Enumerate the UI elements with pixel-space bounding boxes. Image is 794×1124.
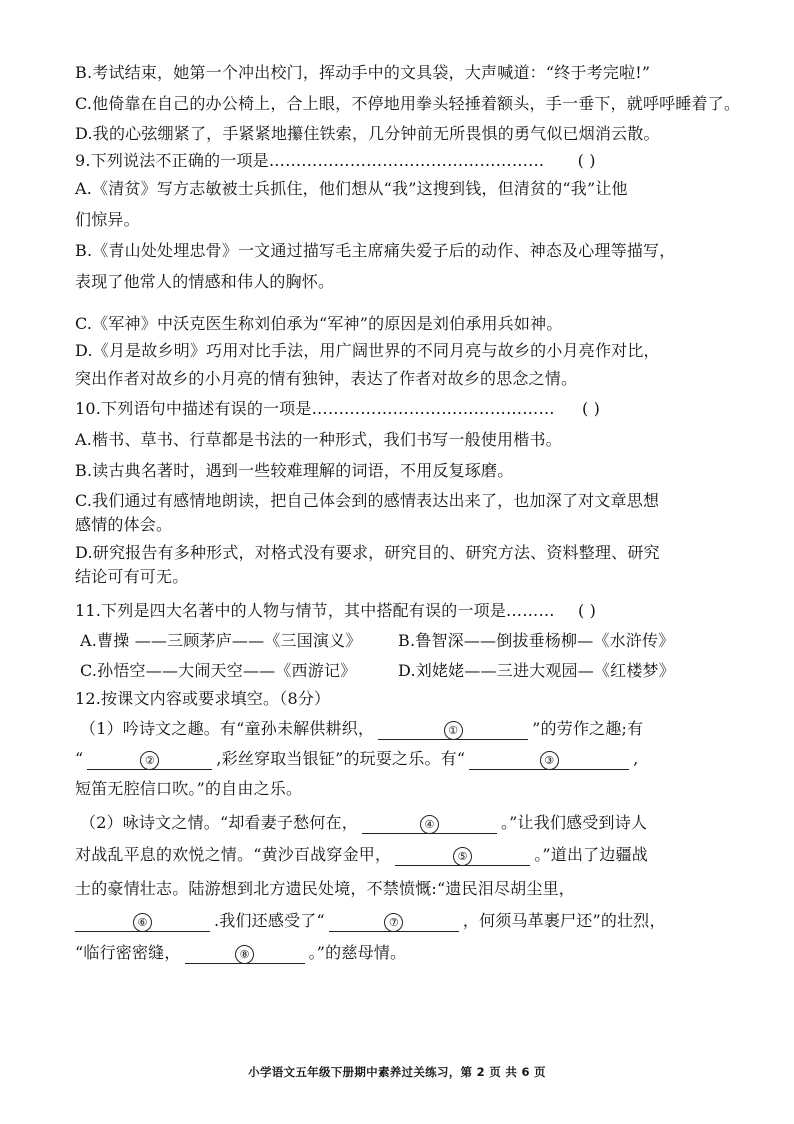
- q9-option-c: C.《军神》中沃克医生称刘伯承为“军神”的原因是刘伯承用兵如神。: [75, 314, 563, 333]
- q12-stem: 12.按课文内容或要求填空。（8分）: [75, 689, 331, 708]
- q11-option-b: B.鲁智深——倒拔垂杨柳—《水浒传》: [398, 631, 675, 650]
- q10-option-c-line2: 感情的体会。: [75, 515, 173, 534]
- q12-part2-text-b: 。”让我们感受到诗人: [500, 813, 648, 832]
- fill-blank-1[interactable]: [378, 719, 528, 740]
- q8-option-b: B.考试结束，她第一个冲出校门，挥动手中的文具袋，大声喊道：“终于考完啦!”: [75, 63, 651, 82]
- q12-part2-text-h: “临行密密缝，: [75, 943, 181, 962]
- q12-part2-text-f: .我们还感受了“: [214, 911, 325, 930]
- q10-option-b: B.读古典名著时，遇到一些较难理解的词语，不用反复琢磨。: [75, 461, 514, 480]
- q12-part1-text-c: “: [75, 749, 84, 768]
- q12-part2-line2: [75, 844, 648, 866]
- q9-option-a-line1: A.《清贫》写方志敏被士兵抓住，他们想从“我”这搜到钱，但清贫的“我”让他: [75, 179, 628, 198]
- blank-number-2: ②: [140, 751, 159, 770]
- q12-part2-text-a: （2）咏诗文之情。“却看妻子愁何在，: [80, 813, 358, 832]
- q10-stem-row: [75, 398, 600, 420]
- q9-option-a-line2: 们惊异。: [75, 210, 140, 229]
- q9-stem-row: [75, 150, 596, 172]
- q12-part1-text-d: ,彩丝穿取当银钲”的玩耍之乐。有“: [216, 749, 466, 768]
- q8-option-c: C.他倚靠在自己的办公椅上，合上眼，不停地用拳头轻捶着额头，手一垂下，就呼呼睡着了。: [75, 94, 741, 113]
- q12-part2-line4: [75, 910, 666, 932]
- fill-blank-2[interactable]: [87, 749, 212, 770]
- q9-option-b-line2: 表现了他常人的情感和伟人的胸怀。: [75, 272, 335, 291]
- q12-part2-text-g: ，何须马革裹尸还”的壮烈，: [462, 911, 666, 930]
- q12-part2-text-c: 对战乱平息的欢悦之情。“黄沙百战穿金甲，: [75, 845, 392, 864]
- fill-blank-7[interactable]: [329, 911, 459, 932]
- q12-part1-text-a: （1）吟诗文之趣。有“童孙未解供耕织，: [80, 719, 375, 738]
- q10-option-d-line2: 结论可有可无。: [75, 567, 189, 586]
- q11-option-d: D.刘姥姥——三进大观园—《红楼梦》: [398, 661, 675, 680]
- q12-part1-text-b: ”的劳作之趣;有: [532, 719, 644, 738]
- q11-answer-paren: ( ): [577, 601, 597, 620]
- blank-number-3: ③: [540, 751, 559, 770]
- q8-option-d: D.我的心弦绷紧了，手紧紧地攥住铁索，几分钟前无所畏惧的勇气似已烟消云散。: [75, 124, 660, 143]
- fill-blank-5[interactable]: [395, 845, 530, 866]
- blank-number-4: ④: [420, 815, 439, 834]
- q11-options-row-1: [80, 630, 674, 652]
- q12-part2-text-d: 。”道出了边疆战: [534, 845, 648, 864]
- q9-stem: 9.下列说法不正确的一项是……………………………………………: [75, 151, 545, 170]
- q9-answer-paren: ( ): [577, 151, 596, 170]
- blank-number-5: ⑤: [453, 847, 472, 866]
- q12-part1-line2: [75, 748, 639, 770]
- q10-option-c-line1: C.我们通过有感情地朗读，把自己体会到的感情表达出来了，也加深了对文章思想: [75, 491, 660, 510]
- q10-option-a: A.楷书、草书、行草都是书法的一种形式，我们书写一般使用楷书。: [75, 430, 562, 449]
- q12-part1-text-e: ,: [633, 749, 639, 768]
- q9-option-d-line1: D.《月是故乡明》巧用对比手法，用广阔世界的不同月亮与故乡的小月亮作对比，: [75, 341, 660, 360]
- q12-part2-line1: [80, 812, 647, 834]
- fill-blank-4[interactable]: [362, 813, 497, 834]
- q9-option-d-line2: 突出作者对故乡的小月亮的情有独钟，表达了作者对故乡的思念之情。: [75, 369, 578, 388]
- q10-answer-paren: ( ): [581, 399, 601, 418]
- fill-blank-8[interactable]: [185, 943, 305, 964]
- fill-blank-3[interactable]: [469, 749, 629, 770]
- page-footer: 小学语文五年级下册期中素养过关练习，第 2 页 共 6 页: [248, 1065, 546, 1079]
- q12-part2-text-i: 。”的慈母情。: [308, 943, 407, 962]
- blank-number-1: ①: [444, 721, 463, 740]
- q10-stem: 10.下列语句中描述有误的一项是………………………………………: [75, 399, 555, 418]
- q10-option-d-line1: D.研究报告有多种形式，对格式没有要求，研究目的、研究方法、资料整理、研究: [75, 543, 660, 562]
- q12-part2-line5: [75, 942, 406, 964]
- q11-option-a: A.曹操 ——三顾茅庐——《三国演义》: [80, 631, 362, 650]
- q11-option-c: C.孙悟空——大闹天空——《西游记》: [80, 661, 357, 680]
- q9-option-b-line1: B.《青山处处埋忠骨》一文通过描写毛主席痛失爱子后的动作、神态及心理等描写，: [75, 241, 676, 260]
- q11-stem: 11.下列是四大名著中的人物与情节，其中搭配有误的一项是………: [75, 601, 555, 620]
- q12-part1-line1: [80, 718, 643, 740]
- blank-number-8: ⑧: [235, 945, 254, 964]
- fill-blank-6[interactable]: [75, 911, 210, 932]
- q12-part1-line3: 短笛无腔信口吹。”的自由之乐。: [75, 779, 303, 798]
- q12-part2-line3: 士的豪情壮志。陆游想到北方遗民处境，不禁愤慨:“遗民泪尽胡尘里，: [75, 879, 575, 898]
- q11-options-row-2: [80, 660, 675, 682]
- q11-stem-row: [75, 600, 596, 622]
- blank-number-7: ⑦: [384, 913, 403, 932]
- blank-number-6: ⑥: [133, 913, 152, 932]
